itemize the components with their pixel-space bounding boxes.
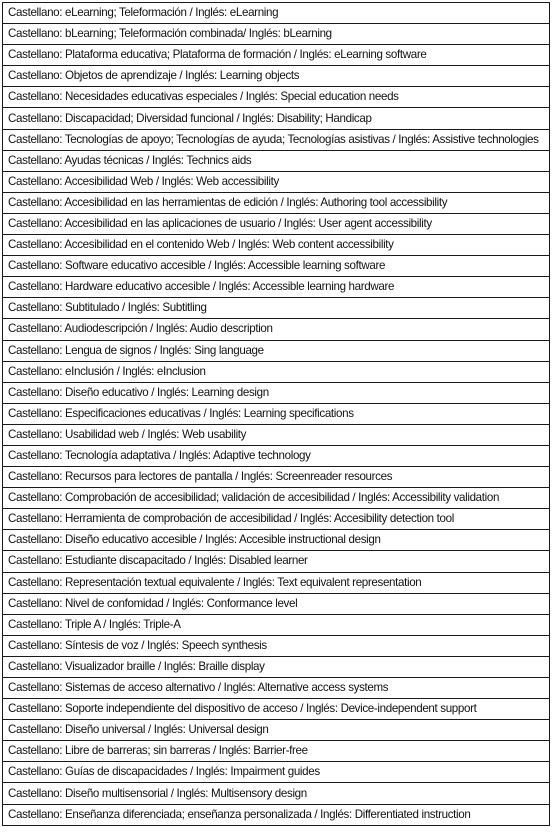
glossary-term-cell: Castellano: Soporte independiente del dispositivo de acceso / Inglés: Device-independent support [3, 699, 550, 720]
glossary-term-cell: Castellano: Accesibilidad Web / Inglés: Web accessibility [3, 171, 550, 192]
glossary-term-cell: Castellano: Accesibilidad en el contenido Web / Inglés: Web content accessibility [3, 235, 550, 256]
table-row [3, 762, 550, 783]
table-row [3, 445, 550, 466]
table-row [3, 3, 550, 24]
glossary-term-cell: Castellano: Plataforma educativa; Plataforma de formación / Inglés: eLearning software [3, 45, 550, 66]
glossary-term-cell: Castellano: Subtitulado / Inglés: Subtitling [3, 298, 550, 319]
table-row [3, 256, 550, 277]
table-row [3, 66, 550, 87]
table-row [3, 530, 550, 551]
glossary-term-cell: Castellano: Audiodescripción / Inglés: Audio description [3, 319, 550, 340]
table-row [3, 509, 550, 530]
table-row [3, 593, 550, 614]
table-row [3, 277, 550, 298]
table-row [3, 804, 550, 825]
table-row [3, 192, 550, 213]
glossary-term-cell: Castellano: eInclusión / Inglés: eInclusion [3, 361, 550, 382]
glossary-term-cell: Castellano: Especificaciones educativas / Inglés: Learning specifications [3, 403, 550, 424]
table-row [3, 783, 550, 804]
glossary-term-cell: Castellano: Nivel de confomidad / Inglés: Conformance level [3, 593, 550, 614]
glossary-term-cell: Castellano: Tecnología adaptativa / Inglés: Adaptive technology [3, 445, 550, 466]
table-row [3, 361, 550, 382]
table-row [3, 150, 550, 171]
table-row [3, 678, 550, 699]
glossary-term-cell: Castellano: Lengua de signos / Inglés: Sing language [3, 340, 550, 361]
glossary-term-cell: Castellano: Diseño educativo / Inglés: Learning design [3, 382, 550, 403]
table-row [3, 171, 550, 192]
table-row [3, 488, 550, 509]
table-row [3, 656, 550, 677]
glossary-term-cell: Castellano: eLearning; Teleformación / Inglés: eLearning [3, 3, 550, 24]
glossary-term-cell: Castellano: Objetos de aprendizaje / Inglés: Learning objects [3, 66, 550, 87]
glossary-term-cell: Castellano: Diseño multisensorial / Inglés: Multisensory design [3, 783, 550, 804]
glossary-term-cell: Castellano: Diseño universal / Inglés: Universal design [3, 720, 550, 741]
glossary-table-body [3, 3, 550, 826]
table-row [3, 129, 550, 150]
table-row [3, 87, 550, 108]
glossary-term-cell: Castellano: Ayudas técnicas / Inglés: Technics aids [3, 150, 550, 171]
glossary-term-cell: Castellano: Guías de discapacidades / Inglés: Impairment guides [3, 762, 550, 783]
table-row [3, 467, 550, 488]
table-row [3, 614, 550, 635]
glossary-term-cell: Castellano: Discapacidad; Diversidad funcional / Inglés: Disability; Handicap [3, 108, 550, 129]
glossary-term-cell: Castellano: bLearning; Teleformación combinada/ Inglés: bLearning [3, 24, 550, 45]
table-row [3, 741, 550, 762]
table-row [3, 45, 550, 66]
table-row [3, 403, 550, 424]
glossary-term-cell: Castellano: Enseñanza diferenciada; enseñanza personalizada / Inglés: Differentiated instruction [3, 804, 550, 825]
table-row [3, 720, 550, 741]
glossary-term-cell: Castellano: Sistemas de acceso alternativo / Inglés: Alternative access systems [3, 678, 550, 699]
glossary-term-cell: Castellano: Visualizador braille / Inglés: Braille display [3, 656, 550, 677]
glossary-term-cell: Castellano: Hardware educativo accesible / Inglés: Accessible learning hardware [3, 277, 550, 298]
table-row [3, 319, 550, 340]
glossary-term-cell: Castellano: Herramienta de comprobación de accesibilidad / Inglés: Accesibility detection tool [3, 509, 550, 530]
table-row [3, 340, 550, 361]
table-row [3, 635, 550, 656]
glossary-term-cell: Castellano: Libre de barreras; sin barreras / Inglés: Barrier-free [3, 741, 550, 762]
table-row [3, 235, 550, 256]
table-row [3, 298, 550, 319]
glossary-term-cell: Castellano: Síntesis de voz / Inglés: Speech synthesis [3, 635, 550, 656]
table-row [3, 551, 550, 572]
table-row [3, 699, 550, 720]
table-row [3, 382, 550, 403]
glossary-term-cell: Castellano: Diseño educativo accesible / Inglés: Accesible instructional design [3, 530, 550, 551]
glossary-term-cell: Castellano: Software educativo accesible / Inglés: Accessible learning software [3, 256, 550, 277]
glossary-table [2, 2, 550, 826]
glossary-term-cell: Castellano: Accesibilidad en las herramientas de edición / Inglés: Authoring tool accessibility [3, 192, 550, 213]
glossary-term-cell: Castellano: Comprobación de accesibilidad; validación de accesibilidad / Inglés: Accessibility validation [3, 488, 550, 509]
table-row [3, 24, 550, 45]
glossary-term-cell: Castellano: Recursos para lectores de pantalla / Inglés: Screenreader resources [3, 467, 550, 488]
glossary-term-cell: Castellano: Usabilidad web / Inglés: Web usability [3, 424, 550, 445]
glossary-term-cell: Castellano: Necesidades educativas especiales / Inglés: Special education needs [3, 87, 550, 108]
table-row [3, 424, 550, 445]
glossary-term-cell: Castellano: Representación textual equivalente / Inglés: Text equivalent representation [3, 572, 550, 593]
glossary-term-cell: Castellano: Tecnologías de apoyo; Tecnologías de ayuda; Tecnologías asistivas / Inglés: Assistive technologies [3, 129, 550, 150]
table-row [3, 213, 550, 234]
glossary-term-cell: Castellano: Accesibilidad en las aplicaciones de usuario / Inglés: User agent accessibility [3, 213, 550, 234]
glossary-term-cell: Castellano: Triple A / Inglés: Triple-A [3, 614, 550, 635]
table-row [3, 108, 550, 129]
table-row [3, 572, 550, 593]
glossary-term-cell: Castellano: Estudiante discapacitado / Inglés: Disabled learner [3, 551, 550, 572]
